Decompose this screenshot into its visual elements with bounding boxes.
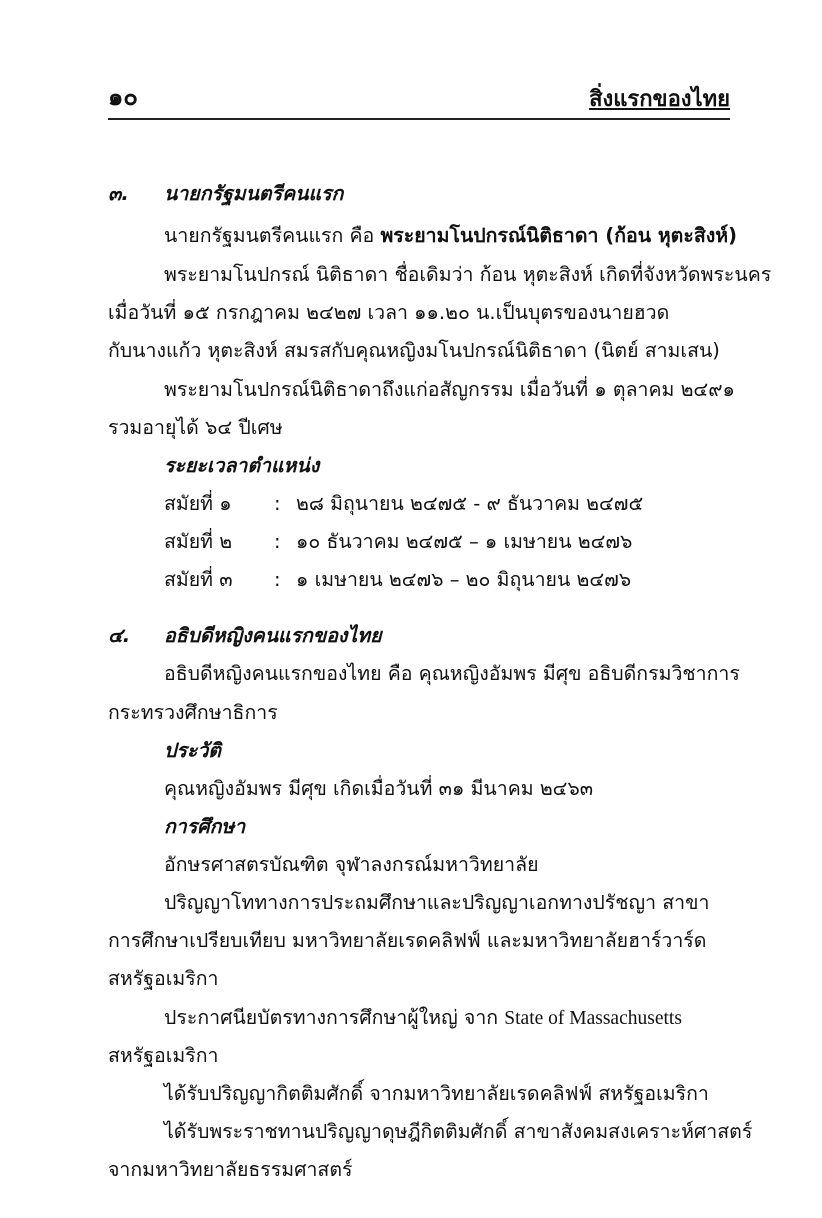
section-3-heading — [108, 180, 343, 208]
paragraph-line: ได้รับปริญญากิตติมศักดิ์ จากมหาวิทยาลัยเรดคลิฟฟ์ สหรัฐอเมริกา — [164, 1082, 709, 1105]
term-period: ๒๘ มิถุนายน ๒๔๗๕ - ๙ ธันวาคม ๒๔๗๕ — [296, 492, 644, 515]
term-colon: : — [274, 568, 281, 591]
pm-name: พระยามโนปกรณ์นิติธาดา (ก้อน หุตะสิงห์) — [380, 224, 738, 247]
term-label: สมัยที่ ๒ — [164, 530, 233, 553]
section-number: ๔. — [108, 624, 131, 647]
paragraph-line: กระทรวงศึกษาธิการ — [108, 701, 278, 724]
paragraph-line: การศึกษาเปรียบเทียบ มหาวิทยาลัยเรดคลิฟฟ์ และมหาวิทยาลัยฮาร์วาร์ด — [108, 929, 707, 952]
term-period: ๑ เมษายน ๒๔๗๖ – ๒๐ มิถุนายน ๒๔๗๖ — [296, 568, 632, 591]
term-label: สมัยที่ ๑ — [164, 492, 232, 515]
paragraph-line — [164, 1004, 682, 1033]
paragraph-line: จากมหาวิทยาลัยธรรมศาสตร์ — [108, 1158, 353, 1181]
paragraph-line — [164, 222, 737, 250]
bio-heading: ประวัติ — [164, 739, 221, 762]
term-row — [164, 528, 632, 556]
paragraph-line: อักษรศาสตรบัณฑิต จุฬาลงกรณ์มหาวิทยาลัย — [164, 853, 539, 876]
paragraph-line: ปริญญาโททางการประถมศึกษาและปริญญาเอกทางปรัชญา สาขา — [164, 891, 710, 914]
paragraph-line: สหรัฐอเมริกา — [108, 967, 219, 990]
term-row — [164, 490, 643, 518]
page-header — [108, 83, 730, 120]
paragraph-line: พระยามโนปกรณ์ นิติธาดา ชื่อเดิมว่า ก้อน หุตะสิงห์ เกิดที่จังหวัดพระนคร — [164, 263, 772, 286]
intro-text: นายกรัฐมนตรีคนแรก คือ — [164, 224, 381, 247]
paragraph-line: รวมอายุได้ ๖๔ ปีเศษ — [108, 416, 283, 439]
section-title: อธิบดีหญิงคนแรกของไทย — [164, 624, 382, 647]
section-title: นายกรัฐมนตรีคนแรก — [164, 182, 344, 205]
term-label: สมัยที่ ๓ — [164, 568, 233, 591]
paragraph-line: ได้รับพระราชทานปริญญาดุษฎีกิตติมศักดิ์ สาขาสังคมสงเคราะห์ศาสตร์ — [164, 1120, 753, 1143]
paragraph-line: คุณหญิงอัมพร มีศุข เกิดเมื่อวันที่ ๓๑ มีนาคม ๒๔๖๓ — [164, 777, 594, 800]
term-colon: : — [274, 492, 281, 515]
term-row — [164, 566, 631, 594]
education-heading: การศึกษา — [164, 815, 246, 838]
term-heading: ระยะเวลาตำแหน่ง — [164, 454, 320, 477]
paragraph-line: สหรัฐอเมริกา — [108, 1044, 219, 1067]
section-4-heading — [108, 622, 382, 650]
cert-text: ประกาศนียบัตรทางการศึกษาผู้ใหญ่ จาก — [164, 1006, 505, 1029]
paragraph-line: เมื่อวันที่ ๑๕ กรกฎาคม ๒๔๒๗ เวลา ๑๑.๒๐ น.เป็นบุตรของนายฮวด — [108, 301, 670, 324]
cert-english: State of Massachusetts — [504, 1008, 682, 1029]
paragraph-line: กับนางแก้ว หุตะสิงห์ สมรสกับคุณหญิงมโนปกรณ์นิติธาดา (นิตย์ สามเสน) — [108, 339, 720, 362]
term-period: ๑๐ ธันวาคม ๒๔๗๕ – ๑ เมษายน ๒๔๗๖ — [296, 530, 633, 553]
running-title: สิ่งแรกของไทย — [589, 87, 730, 112]
paragraph-line: พระยามโนปกรณ์นิติธาดาถึงแก่อสัญกรรม เมื่อวันที่ ๑ ตุลาคม ๒๔๙๑ — [164, 378, 735, 401]
page-number: ๑๐ — [108, 83, 138, 111]
paragraph-line: อธิบดีหญิงคนแรกของไทย คือ คุณหญิงอัมพร มีศุข อธิบดีกรมวิชาการ — [164, 662, 740, 685]
section-number: ๓. — [108, 182, 129, 205]
term-colon: : — [274, 530, 281, 553]
